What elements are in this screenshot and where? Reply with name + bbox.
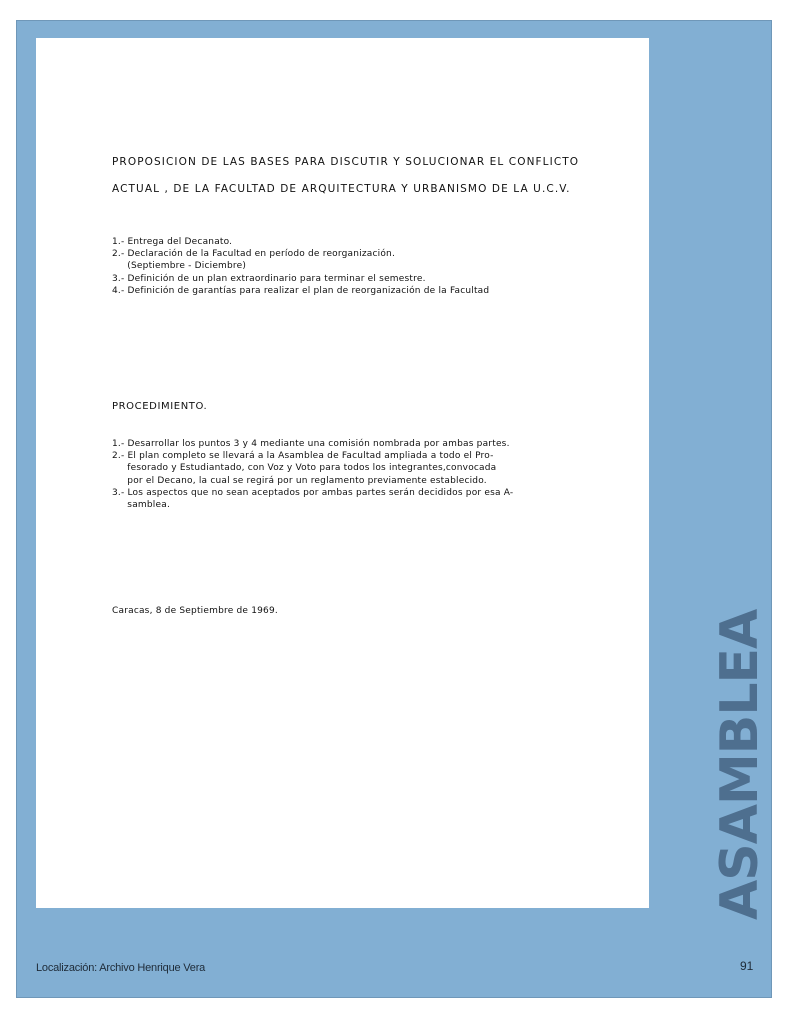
list-item: 3.- Los aspectos que no sean aceptados por ambas partes serán decididos por esa A- [112,487,514,498]
section-title-vertical: ASAMBLEA [710,609,770,920]
list-item: 3.- Definición de un plan extraordinario para terminar el semestre. [112,273,426,284]
list-item: 4.- Definición de garantías para realizar el plan de reorganización de la Facultad [112,285,490,296]
list-item: 2.- Declaración de la Facultad en período de reorganización. [112,249,396,260]
list-item: 1.- Entrega del Decanato. [112,237,233,247]
document-title-line-1: PROPOSICION DE LAS BASES PARA DISCUTIR Y SOLUCIONAR EL CONFLICTO [112,156,580,168]
signature-date-line: Caracas, 8 de Septiembre de 1969. [112,606,278,616]
list-item: 1.- Desarrollar los puntos 3 y 4 mediante una comisión nombrada por ambas partes. [112,439,510,449]
list-item: (Septiembre - Diciembre) [112,261,247,272]
procedure-list [112,438,513,511]
list-item: 2.- El plan completo se llevará a la Asamblea de Facultad ampliada a todo el Pro- [112,451,494,462]
bases-list [112,236,489,297]
scanned-document [36,38,649,908]
document-title-line-2: ACTUAL , DE LA FACULTAD DE ARQUITECTURA Y URBANISMO DE LA U.C.V. [112,183,571,195]
page-number: 91 [740,959,754,973]
list-item: fesorado y Estudiantado, con Voz y Voto para todos los integrantes,convocada [112,463,497,474]
procedure-heading: PROCEDIMIENTO. [112,401,208,412]
footer-location: Localización: Archivo Henrique Vera [36,962,206,974]
list-item: samblea. [112,500,171,511]
list-item: por el Decano, la cual se regirá por un reglamento previamente establecido. [112,475,487,486]
